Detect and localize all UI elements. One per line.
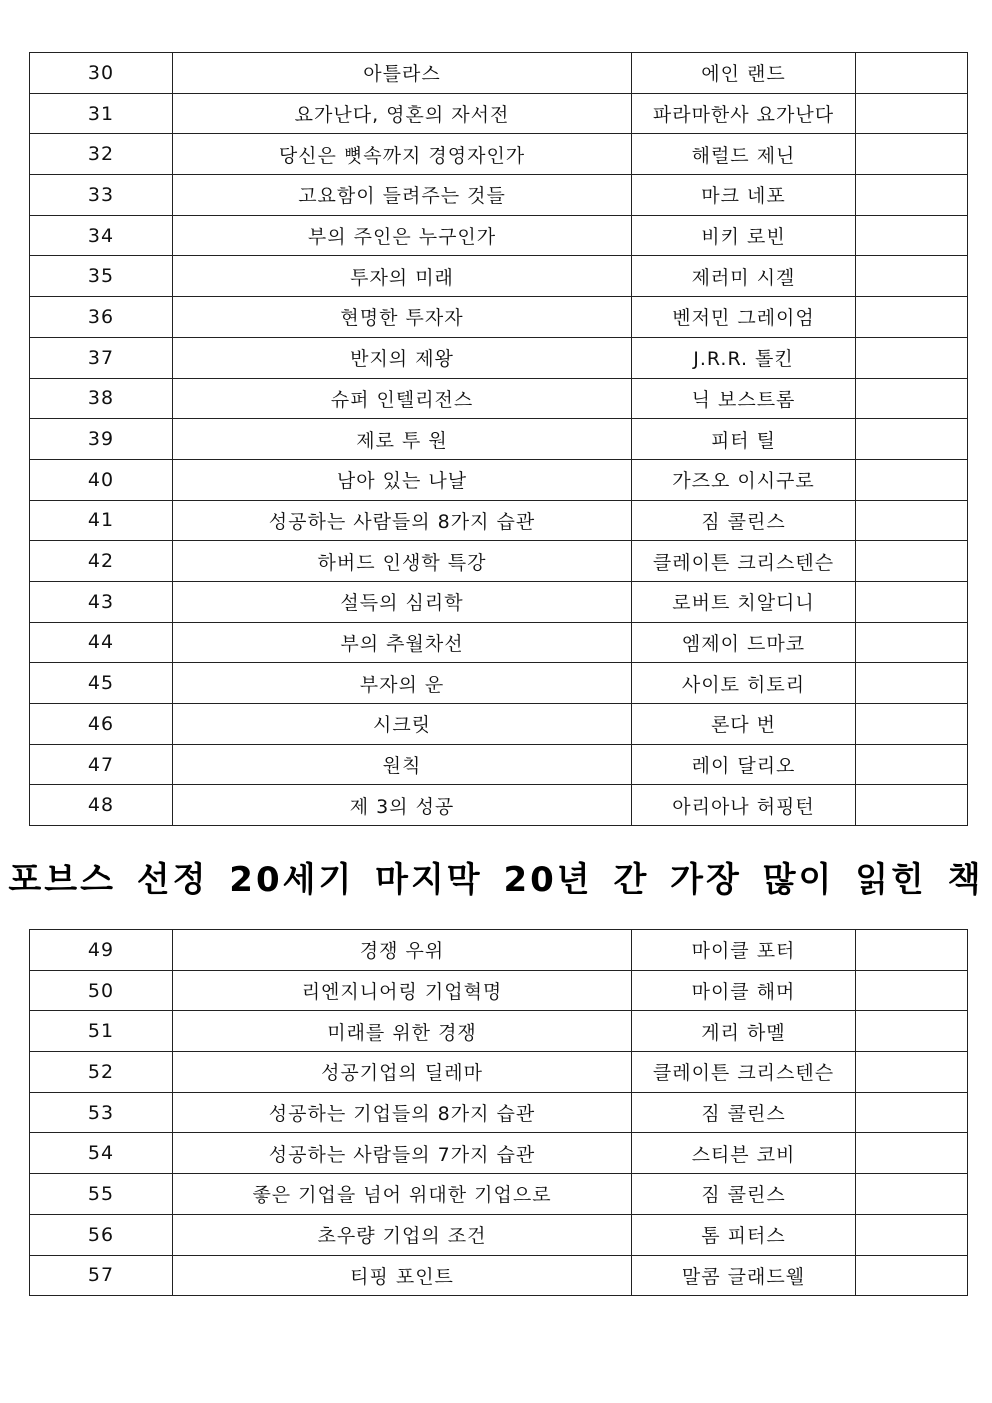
book-author-cell: 해럴드 제닌 bbox=[632, 134, 856, 175]
book-title-cell: 원칙 bbox=[173, 744, 632, 785]
book-number-cell: 47 bbox=[30, 744, 173, 785]
book-title-cell: 고요함이 들려주는 것들 bbox=[173, 175, 632, 216]
book-author-cell: 사이토 히토리 bbox=[632, 663, 856, 704]
table-row bbox=[30, 256, 968, 297]
table-row bbox=[30, 744, 968, 785]
book-author-cell: 게리 하멜 bbox=[632, 1011, 856, 1052]
book-note-cell bbox=[856, 622, 968, 663]
book-note-cell bbox=[856, 53, 968, 94]
book-list-body-part2 bbox=[30, 930, 968, 1296]
book-title-cell: 아틀라스 bbox=[173, 53, 632, 94]
book-list-table-part1 bbox=[29, 52, 968, 826]
book-title-cell: 부자의 운 bbox=[173, 663, 632, 704]
book-author-cell: 말콤 글래드웰 bbox=[632, 1255, 856, 1296]
book-author-cell: 스티븐 코비 bbox=[632, 1133, 856, 1174]
book-author-cell: 마이클 포터 bbox=[632, 930, 856, 971]
book-title-cell: 요가난다, 영혼의 자서전 bbox=[173, 93, 632, 134]
table-row bbox=[30, 93, 968, 134]
book-number-cell: 30 bbox=[30, 53, 173, 94]
book-note-cell bbox=[856, 541, 968, 582]
table-row bbox=[30, 970, 968, 1011]
book-number-cell: 32 bbox=[30, 134, 173, 175]
book-title-cell: 설득의 심리학 bbox=[173, 581, 632, 622]
table-row bbox=[30, 419, 968, 460]
table-row bbox=[30, 175, 968, 216]
book-author-cell: 에인 랜드 bbox=[632, 53, 856, 94]
book-author-cell: 짐 콜린스 bbox=[632, 1174, 856, 1215]
book-author-cell: J.R.R. 톨킨 bbox=[632, 337, 856, 378]
book-author-cell: 파라마한사 요가난다 bbox=[632, 93, 856, 134]
book-author-cell: 클레이튼 크리스텐슨 bbox=[632, 1052, 856, 1093]
book-number-cell: 48 bbox=[30, 785, 173, 826]
book-note-cell bbox=[856, 1214, 968, 1255]
book-title-cell: 제로 투 원 bbox=[173, 419, 632, 460]
table-row bbox=[30, 1052, 968, 1093]
book-list-table-part2 bbox=[29, 929, 968, 1296]
book-note-cell bbox=[856, 297, 968, 338]
table-row bbox=[30, 378, 968, 419]
book-author-cell: 마이클 해머 bbox=[632, 970, 856, 1011]
book-note-cell bbox=[856, 93, 968, 134]
section-title: 포브스 선정 20세기 마지막 20년 간 가장 많이 읽힌 책 bbox=[8, 860, 984, 900]
table-row bbox=[30, 1214, 968, 1255]
book-author-cell: 벤저민 그레이엄 bbox=[632, 297, 856, 338]
book-number-cell: 31 bbox=[30, 93, 173, 134]
book-number-cell: 36 bbox=[30, 297, 173, 338]
book-number-cell: 53 bbox=[30, 1092, 173, 1133]
book-author-cell: 아리아나 허핑턴 bbox=[632, 785, 856, 826]
book-number-cell: 54 bbox=[30, 1133, 173, 1174]
table-row bbox=[30, 53, 968, 94]
book-note-cell bbox=[856, 581, 968, 622]
table-row bbox=[30, 215, 968, 256]
book-title-cell: 슈퍼 인텔리전스 bbox=[173, 378, 632, 419]
book-title-cell: 현명한 투자자 bbox=[173, 297, 632, 338]
book-note-cell bbox=[856, 1133, 968, 1174]
book-author-cell: 톰 피터스 bbox=[632, 1214, 856, 1255]
book-note-cell bbox=[856, 744, 968, 785]
book-note-cell bbox=[856, 704, 968, 745]
book-number-cell: 41 bbox=[30, 500, 173, 541]
book-author-cell: 엠제이 드마코 bbox=[632, 622, 856, 663]
book-author-cell: 짐 콜린스 bbox=[632, 500, 856, 541]
book-note-cell bbox=[856, 215, 968, 256]
book-note-cell bbox=[856, 1052, 968, 1093]
book-list-body-part1 bbox=[30, 53, 968, 826]
book-number-cell: 33 bbox=[30, 175, 173, 216]
book-note-cell bbox=[856, 1174, 968, 1215]
book-number-cell: 39 bbox=[30, 419, 173, 460]
book-number-cell: 40 bbox=[30, 459, 173, 500]
table-row bbox=[30, 704, 968, 745]
book-title-cell: 초우량 기업의 조건 bbox=[173, 1214, 632, 1255]
book-title-cell: 제 3의 성공 bbox=[173, 785, 632, 826]
book-title-cell: 투자의 미래 bbox=[173, 256, 632, 297]
book-number-cell: 37 bbox=[30, 337, 173, 378]
book-number-cell: 42 bbox=[30, 541, 173, 582]
book-number-cell: 49 bbox=[30, 930, 173, 971]
book-note-cell bbox=[856, 134, 968, 175]
book-title-cell: 성공기업의 딜레마 bbox=[173, 1052, 632, 1093]
book-note-cell bbox=[856, 970, 968, 1011]
table-row bbox=[30, 1133, 968, 1174]
table-row bbox=[30, 1092, 968, 1133]
table-row bbox=[30, 500, 968, 541]
book-author-cell: 짐 콜린스 bbox=[632, 1092, 856, 1133]
table-row bbox=[30, 622, 968, 663]
book-note-cell bbox=[856, 785, 968, 826]
table-row bbox=[30, 459, 968, 500]
book-number-cell: 56 bbox=[30, 1214, 173, 1255]
table-row bbox=[30, 930, 968, 971]
book-number-cell: 50 bbox=[30, 970, 173, 1011]
table-row bbox=[30, 134, 968, 175]
book-note-cell bbox=[856, 930, 968, 971]
book-note-cell bbox=[856, 256, 968, 297]
book-title-cell: 당신은 뼛속까지 경영자인가 bbox=[173, 134, 632, 175]
book-number-cell: 43 bbox=[30, 581, 173, 622]
table-row bbox=[30, 1011, 968, 1052]
book-note-cell bbox=[856, 378, 968, 419]
book-number-cell: 46 bbox=[30, 704, 173, 745]
book-title-cell: 성공하는 사람들의 8가지 습관 bbox=[173, 500, 632, 541]
book-author-cell: 피터 틸 bbox=[632, 419, 856, 460]
book-number-cell: 55 bbox=[30, 1174, 173, 1215]
book-note-cell bbox=[856, 500, 968, 541]
book-number-cell: 52 bbox=[30, 1052, 173, 1093]
book-title-cell: 하버드 인생학 특강 bbox=[173, 541, 632, 582]
book-note-cell bbox=[856, 1092, 968, 1133]
book-note-cell bbox=[856, 663, 968, 704]
table-row bbox=[30, 785, 968, 826]
table-row bbox=[30, 297, 968, 338]
book-title-cell: 경쟁 우위 bbox=[173, 930, 632, 971]
book-number-cell: 57 bbox=[30, 1255, 173, 1296]
table-row bbox=[30, 581, 968, 622]
book-author-cell: 로버트 치알디니 bbox=[632, 581, 856, 622]
book-author-cell: 마크 네포 bbox=[632, 175, 856, 216]
book-title-cell: 부의 주인은 누구인가 bbox=[173, 215, 632, 256]
book-title-cell: 성공하는 사람들의 7가지 습관 bbox=[173, 1133, 632, 1174]
book-author-cell: 론다 번 bbox=[632, 704, 856, 745]
table-row bbox=[30, 663, 968, 704]
book-note-cell bbox=[856, 337, 968, 378]
book-author-cell: 가즈오 이시구로 bbox=[632, 459, 856, 500]
book-author-cell: 비키 로빈 bbox=[632, 215, 856, 256]
book-title-cell: 좋은 기업을 넘어 위대한 기업으로 bbox=[173, 1174, 632, 1215]
book-number-cell: 51 bbox=[30, 1011, 173, 1052]
book-number-cell: 44 bbox=[30, 622, 173, 663]
book-title-cell: 미래를 위한 경쟁 bbox=[173, 1011, 632, 1052]
book-number-cell: 34 bbox=[30, 215, 173, 256]
book-note-cell bbox=[856, 1011, 968, 1052]
book-title-cell: 성공하는 기업들의 8가지 습관 bbox=[173, 1092, 632, 1133]
book-title-cell: 부의 추월차선 bbox=[173, 622, 632, 663]
book-author-cell: 레이 달리오 bbox=[632, 744, 856, 785]
book-title-cell: 반지의 제왕 bbox=[173, 337, 632, 378]
table-row bbox=[30, 1255, 968, 1296]
book-author-cell: 클레이튼 크리스텐슨 bbox=[632, 541, 856, 582]
book-title-cell: 티핑 포인트 bbox=[173, 1255, 632, 1296]
table-row bbox=[30, 541, 968, 582]
book-number-cell: 45 bbox=[30, 663, 173, 704]
table-row bbox=[30, 1174, 968, 1215]
book-note-cell bbox=[856, 175, 968, 216]
book-note-cell bbox=[856, 419, 968, 460]
book-number-cell: 38 bbox=[30, 378, 173, 419]
book-note-cell bbox=[856, 1255, 968, 1296]
table-row bbox=[30, 337, 968, 378]
book-title-cell: 시크릿 bbox=[173, 704, 632, 745]
book-note-cell bbox=[856, 459, 968, 500]
book-title-cell: 남아 있는 나날 bbox=[173, 459, 632, 500]
book-number-cell: 35 bbox=[30, 256, 173, 297]
book-title-cell: 리엔지니어링 기업혁명 bbox=[173, 970, 632, 1011]
book-author-cell: 닉 보스트롬 bbox=[632, 378, 856, 419]
book-author-cell: 제러미 시겔 bbox=[632, 256, 856, 297]
